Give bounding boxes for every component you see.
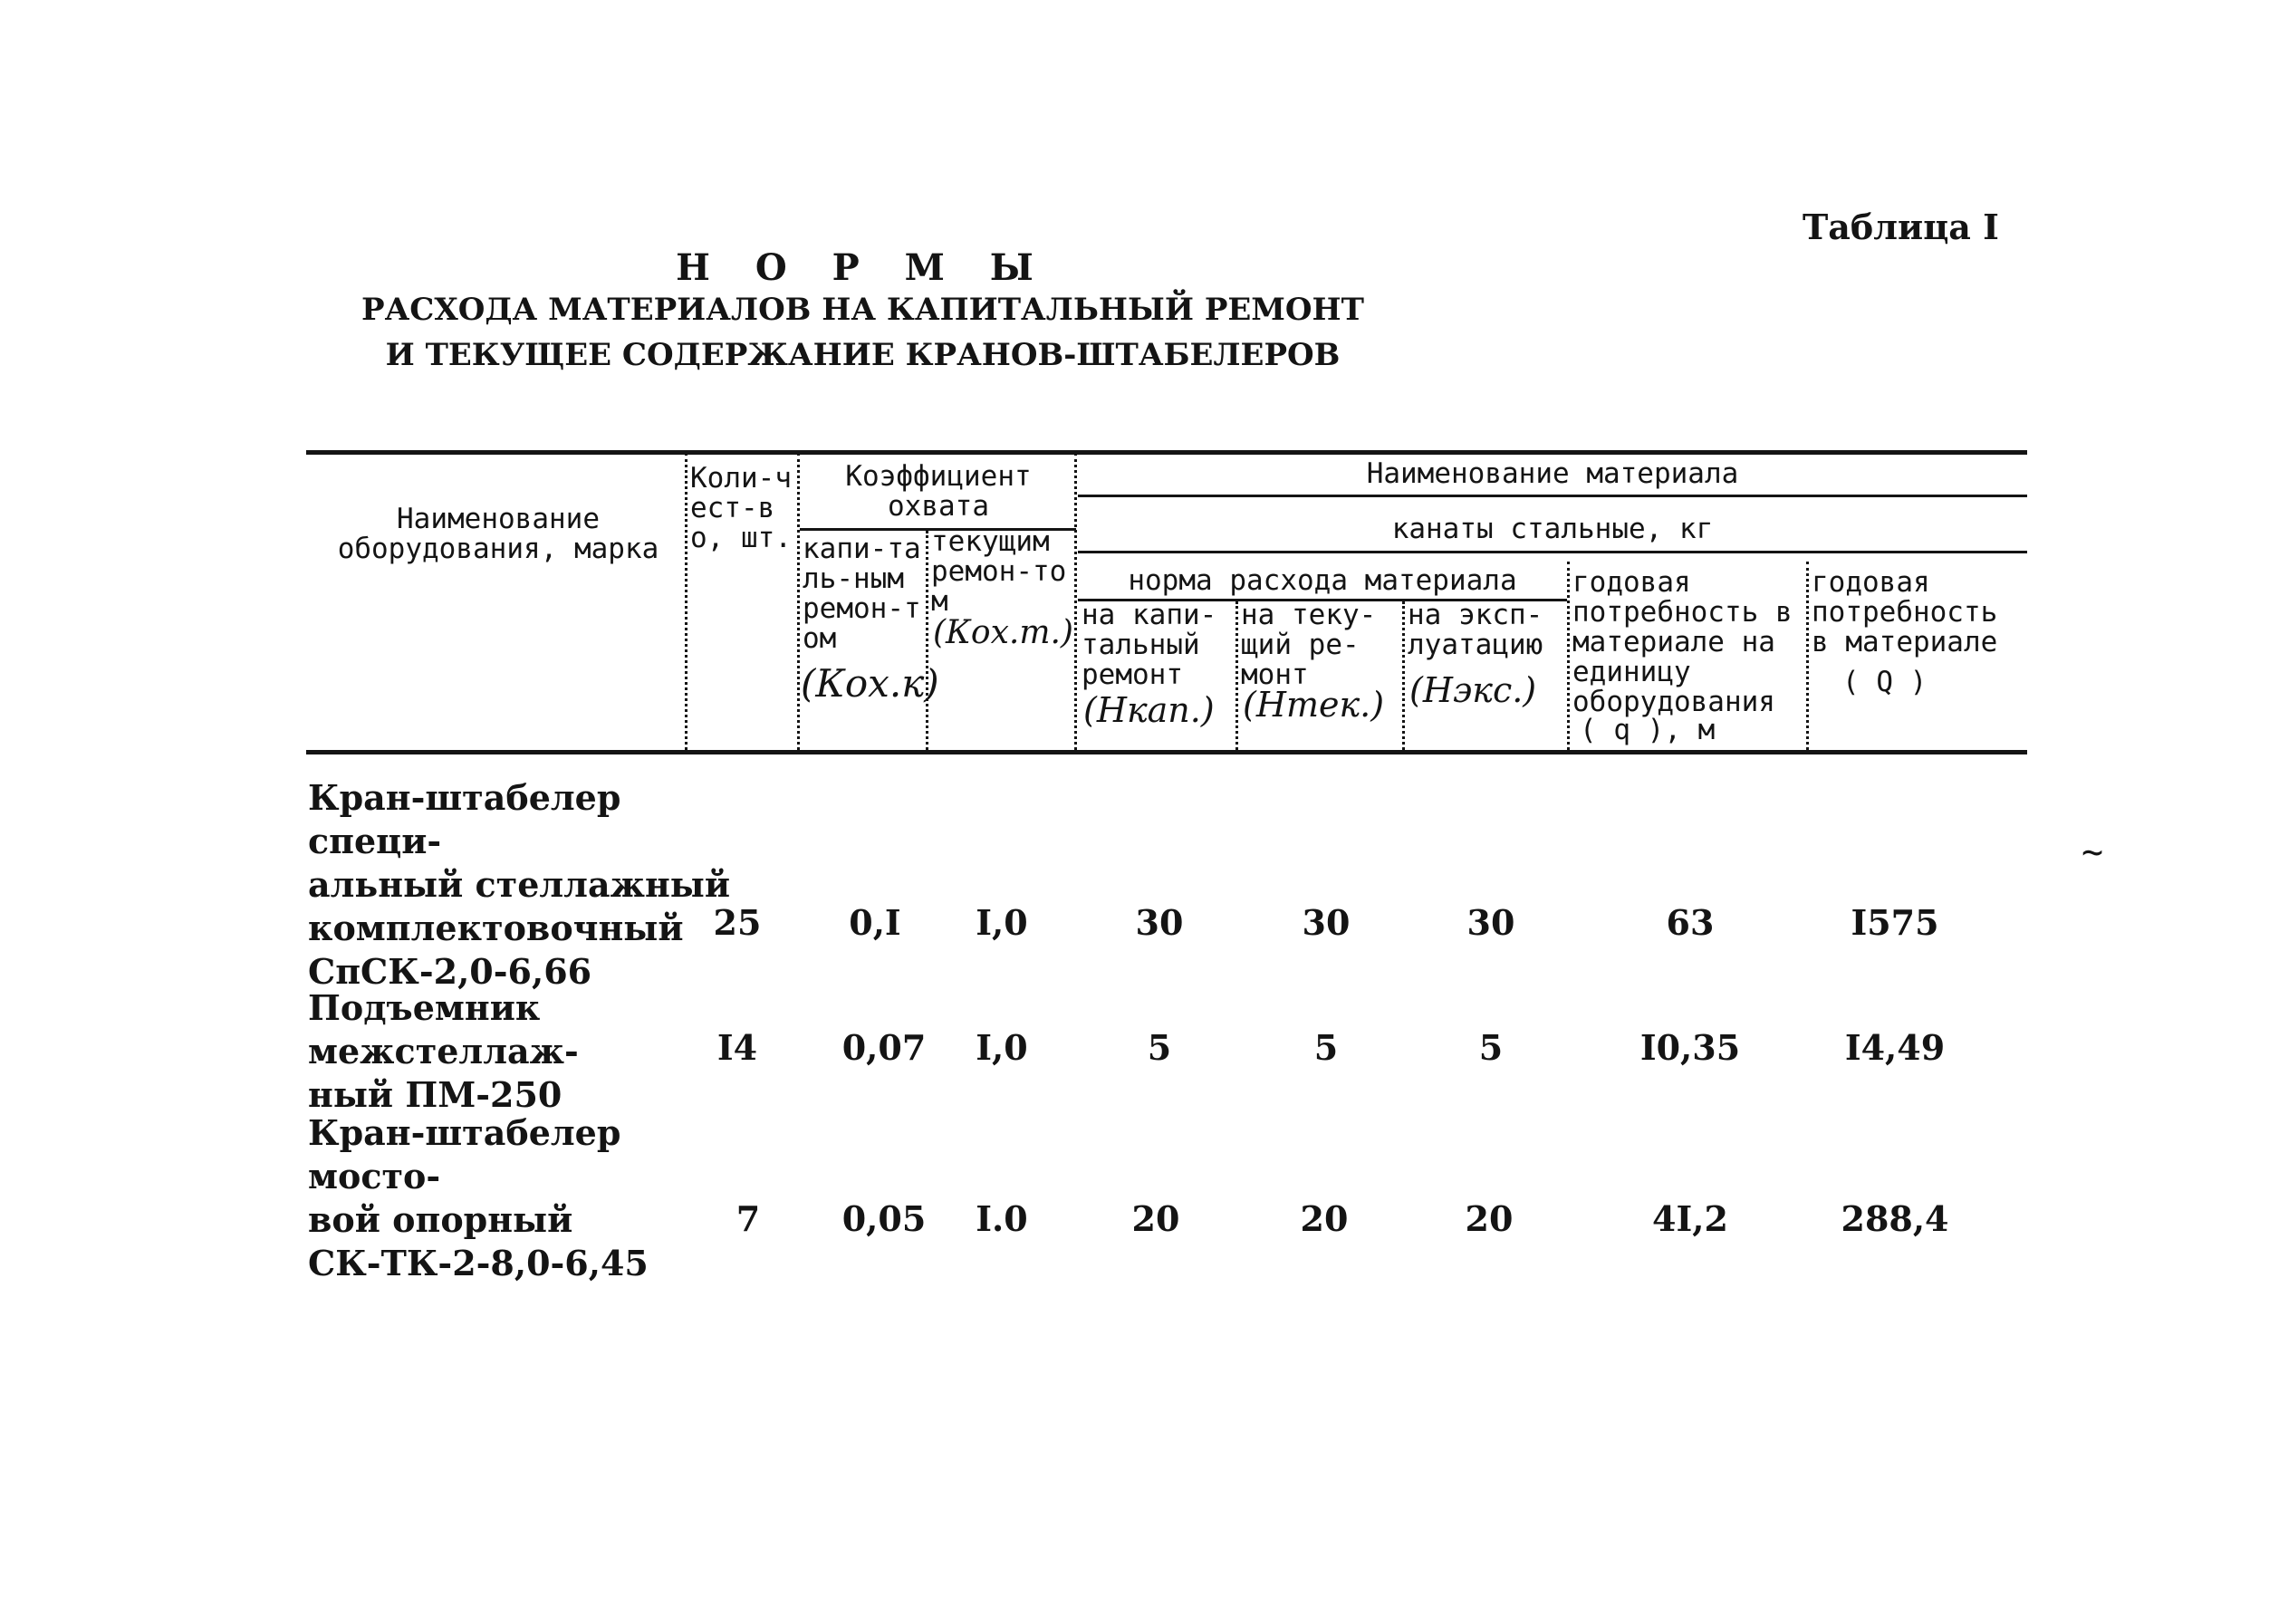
column-separator <box>1806 562 1809 750</box>
table-row-3-n-current: 20 <box>1300 1198 1349 1239</box>
header-annual-unit-symbol: ( q ), м <box>1580 714 1716 746</box>
column-separator <box>797 453 800 750</box>
table-row-3-n-capital: 20 <box>1131 1198 1180 1239</box>
column-separator <box>1402 601 1405 750</box>
table-row-3-k-current: I.0 <box>976 1198 1028 1239</box>
table-row-1-qty: 25 <box>713 902 762 943</box>
table-row-2-n-capital: 5 <box>1147 1027 1172 1068</box>
table-row-3-k-capital: 0,05 <box>841 1198 927 1239</box>
table-row-2-k-current: I,0 <box>976 1027 1028 1068</box>
margin-mark: ~ <box>2082 831 2104 873</box>
table-row-2-q-total: I4,49 <box>1844 1027 1946 1068</box>
header-norm-current: на теку-щий ре-монт <box>1241 599 1377 691</box>
header-norm-operation: на эксп-луатацию <box>1408 599 1543 661</box>
header-coverage-current: текущим ремон-том <box>931 525 1067 618</box>
table-row-1-equipment: Кран-штабелер специ- альный стеллажный комплектовочный СпСК-2,0-6,66 <box>308 777 731 992</box>
table-row-2-q-unit: I0,35 <box>1639 1027 1741 1068</box>
table-row-1-q-total: I575 <box>1851 902 1939 943</box>
header-coverage: Коэффициент охвата <box>845 460 1032 523</box>
material-type-underline <box>1078 551 2027 553</box>
table-number-label: Таблица I <box>1803 207 1999 247</box>
header-norm-capital-symbol: (Нкап.) <box>1083 690 1215 730</box>
header-norm: норма расхода материала <box>1128 564 1517 597</box>
header-material-type: канаты стальные, кг <box>1391 513 1714 545</box>
table-row-1-n-operation: 30 <box>1466 902 1515 943</box>
table-row-3-equipment: Кран-штабелер мосто- вой опорный СК-ТК-2-8,0-6,45 <box>308 1112 649 1283</box>
header-annual-unit: годовая потребность в материале на единицу оборудования <box>1572 566 1793 718</box>
header-coverage-capital-symbol: (Кох.к) <box>801 661 939 706</box>
column-separator <box>926 531 928 750</box>
header-annual-total: годовая потребность в материале <box>1812 566 1998 658</box>
table-header-bottom-rule <box>306 750 2027 754</box>
header-coverage-current-symbol: (Кох.т.) <box>933 614 1073 651</box>
header-material-name: Наименование материала <box>1366 457 1739 490</box>
header-quantity: Коли-чест-во, шт. <box>690 462 792 554</box>
material-name-underline <box>1078 495 2027 497</box>
table-row-2-qty: I4 <box>716 1027 758 1068</box>
column-separator <box>1567 562 1570 750</box>
table-row-1-k-capital: 0,I <box>849 902 901 943</box>
header-annual-total-symbol: ( Q ) <box>1842 666 1928 698</box>
table-row-3-q-unit: 4I,2 <box>1652 1198 1728 1239</box>
table-row-1-n-current: 30 <box>1302 902 1351 943</box>
column-separator <box>1074 453 1077 750</box>
header-coverage-capital: капи-таль-ным ремон-том <box>803 533 921 655</box>
table-row-1-q-unit: 63 <box>1666 902 1715 943</box>
table-row-2-k-capital: 0,07 <box>841 1027 927 1068</box>
document-title: Н О Р М Ы <box>676 246 1050 289</box>
table-row-2-equipment: Подъемник межстеллаж- ный ПМ-250 <box>308 987 579 1115</box>
table-row-2-n-operation: 5 <box>1478 1027 1504 1068</box>
table-row-3-qty: 7 <box>736 1198 761 1239</box>
column-separator <box>685 453 687 750</box>
header-norm-operation-symbol: (Нэкс.) <box>1409 670 1537 710</box>
document-subtitle-line-1: РАСХОДА МАТЕРИАЛОВ НА КАПИТАЛЬНЫЙ РЕМОНТ <box>361 292 1364 328</box>
table-row-3-n-operation: 20 <box>1465 1198 1514 1239</box>
header-norm-current-symbol: (Нтек.) <box>1243 685 1385 725</box>
table-row-3-q-total: 288,4 <box>1841 1198 1949 1239</box>
table-row-1-n-capital: 30 <box>1135 902 1184 943</box>
table-row-2-n-current: 5 <box>1313 1027 1339 1068</box>
document-subtitle-line-2: И ТЕКУЩЕЕ СОДЕРЖАНИЕ КРАНОВ-ШТАБЕЛЕРОВ <box>385 337 1341 373</box>
header-equipment: Наименование оборудования, марка <box>337 503 659 565</box>
table-row-1-k-current: I,0 <box>976 902 1028 943</box>
table-top-rule <box>306 450 2027 455</box>
header-norm-capital: на капи-тальный ремонт <box>1082 599 1217 691</box>
column-separator <box>1235 601 1238 750</box>
